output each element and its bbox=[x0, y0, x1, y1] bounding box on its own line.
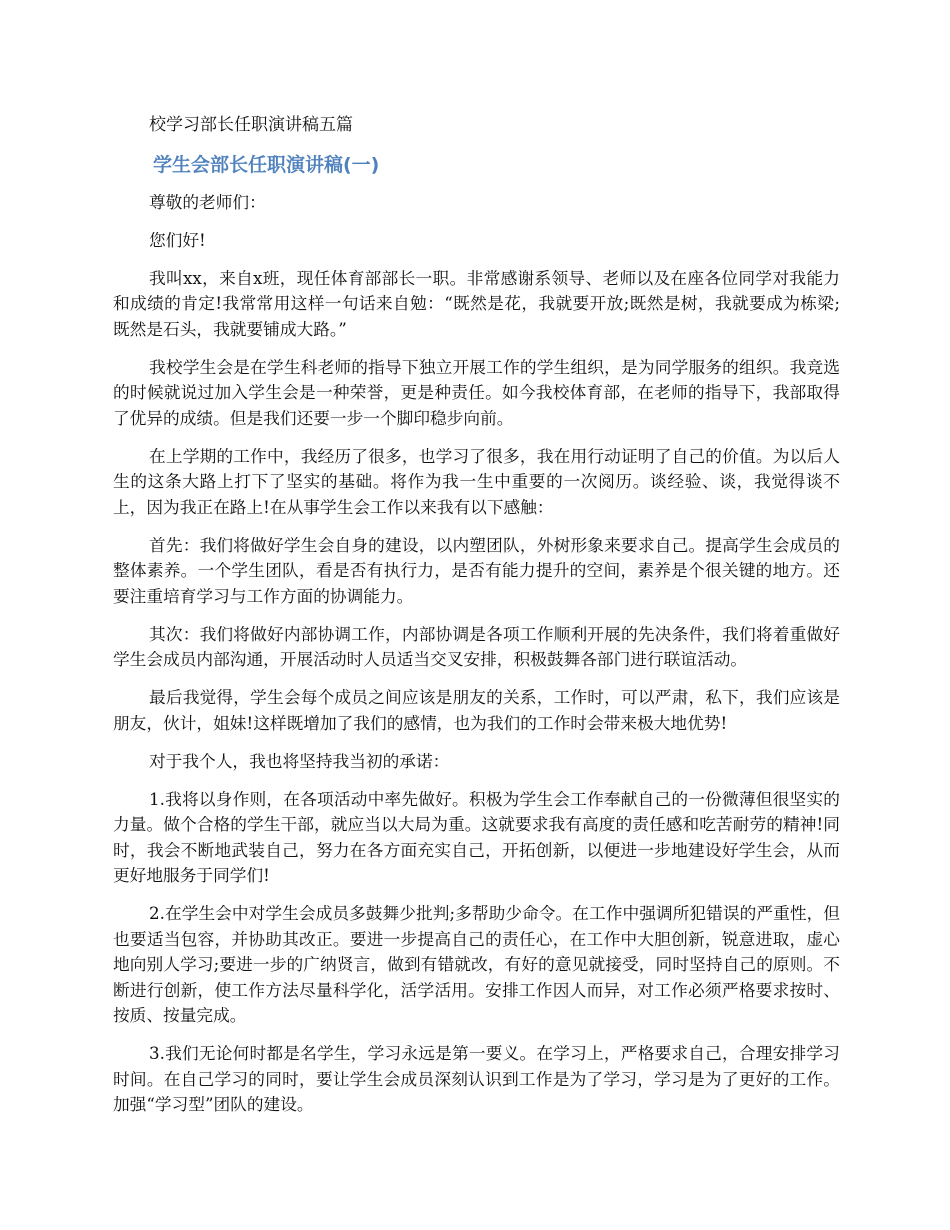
paragraph-commitment: 对于我个人，我也将坚持我当初的承诺： bbox=[149, 750, 450, 771]
salutation: 尊敬的老师们： bbox=[149, 192, 266, 212]
document-body bbox=[113, 112, 840, 1118]
paragraph-finally: 最后我觉得，学生会每个成员之间应该是朋友的关系，工作时，可以严肃，私下，我们应该是朋友，伙计，姐妹!这样既增加了我们的感情，也为我们的工作时会带来极大地优势! bbox=[113, 687, 840, 733]
section-heading: 学生会部长任职演讲稿(一) bbox=[153, 154, 380, 176]
paragraph-first: 首先：我们将做好学生会自身的建设，以内塑团队，外树形象来要求自己。提高学生会成员的整体素养。一个学生团队，看是否有执行力，是否有能力提升的空间，素养是个很关键的地方。还要注重培育学习与工作方面的协调能力。 bbox=[113, 534, 840, 606]
paragraph-item-3: 3.我们无论何时都是名学生，学习永远是第一要义。在学习上，严格要求自己，合理安排学习时间。在自己学习的同时，要让学生会成员深刻认识到工作是为了学习，学习是为了更好的工作。加强“学习型”团队的建设。 bbox=[113, 1043, 840, 1114]
paragraph-second: 其次：我们将做好内部协调工作，内部协调是各项工作顺利开展的先决条件，我们将着重做好学生会成员内部沟通，开展活动时人员适当交叉安排，积极鼓舞各部门进行联谊活动。 bbox=[113, 623, 840, 669]
paragraph-intro: 我叫xx，来自x班，现任体育部部长一职。非常感谢系领导、老师以及在座各位同学对我能力和成绩的肯定!我常常用这样一句话来自勉：“既然是花，我就要开放;既然是树，我就要成为栋梁;既然是石头，我就要铺成大路。” bbox=[113, 267, 840, 339]
document-title: 校学习部长任职演讲稿五篇 bbox=[149, 115, 353, 135]
paragraph-student-union: 我校学生会是在学生科老师的指导下独立开展工作的学生组织，是为同学服务的组织。我竞选的时候就说过加入学生会是一种荣誉，更是种责任。如今我校体育部，在老师的指导下，我部取得了优异的成绩。但是我们还要一步一个脚印稳步向前。 bbox=[113, 356, 840, 428]
paragraph-item-2: 2.在学生会中对学生会成员多鼓舞少批判;多帮助少命令。在工作中强调所犯错误的严重性，但也要适当包容，并协助其改正。要进一步提高自己的责任心，在工作中大胆创新，锐意进取，虚心地向别人学习;要进一步的广纳贤言，做到有错就改，有好的意见就接受，同时坚持自己的原则。不断进行创新，使工作方法尽量科学化，活学活用。安排工作因人而异，对工作必须严格要求按时、按质、按量完成。 bbox=[113, 903, 840, 1025]
greeting-line: 您们好! bbox=[149, 229, 206, 250]
paragraph-item-1: 1.我将以身作则，在各项活动中率先做好。积极为学生会工作奉献自己的一份微薄但很坚实的力量。做个合格的学生干部，就应当以大局为重。这就要求我有高度的责任感和吃苦耐劳的精神!同时，我会不断地武装自己，努力在各方面充实自己，开拓创新，以便进一步地建设好学生会，从而更好地服务于同学们! bbox=[113, 788, 840, 885]
paragraph-experience: 在上学期的工作中，我经历了很多，也学习了很多，我在用行动证明了自己的价值。为以后人生的这条大路上打下了坚实的基础。将作为我一生中重要的一次阅历。谈经验、谈，我觉得谈不上，因为我正在路上!在从事学生会工作以来我有以下感触： bbox=[113, 445, 840, 517]
